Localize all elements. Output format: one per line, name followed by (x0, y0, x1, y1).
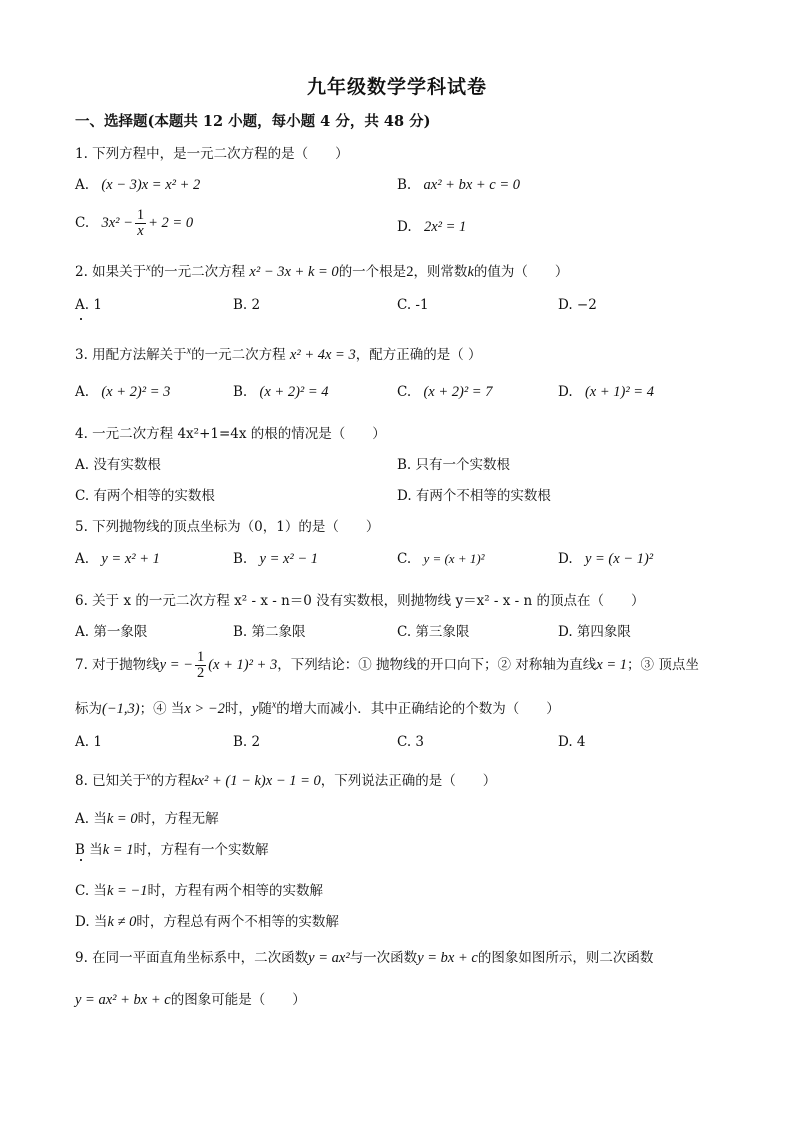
question-1-stem: 1. 下列方程中，是一元二次方程的是（ ） (75, 146, 349, 162)
stem-text: ；③ 顶点坐 (627, 657, 699, 674)
q8-option-a (75, 807, 219, 828)
option-math: (x + 2)² = 4 (259, 384, 329, 400)
q2-option-d: D. −2 (558, 297, 597, 313)
equation: (−1,3) (102, 701, 140, 717)
option-text: D. 当 (75, 914, 108, 930)
stem-text: 3. 用配方法解关于 (75, 347, 187, 363)
q1-option-b (397, 177, 520, 194)
question-2-stem (75, 260, 568, 281)
question-9-stem-line-2 (75, 988, 306, 1009)
q6-option-a: A. 第一象限 (75, 624, 148, 640)
q2-option-a: A. 1 (75, 297, 102, 313)
stem-text: 的图象如图所示，则二次函数 (477, 950, 654, 966)
option-text: 时，方程无解 (137, 811, 219, 827)
q7-option-b: B. 2 (233, 734, 261, 750)
equation: k = 1 (102, 842, 134, 858)
option-text: 时，方程总有两个不相等的实数解 (136, 914, 339, 930)
question-7-stem-line-1 (75, 650, 699, 681)
equation: y = ax² + bx + c (75, 992, 171, 1008)
equation: y = − (159, 657, 193, 674)
option-label: B. (233, 384, 248, 400)
stem-text: 随 (258, 701, 272, 717)
stem-text: 的增大而减小．其中正确结论的个数为（ ） (276, 701, 560, 717)
stem-text: 的一元二次方程 (150, 264, 246, 280)
q6-option-b: B. 第二象限 (233, 624, 306, 640)
q3-option-c (397, 384, 492, 401)
option-text: 时，方程有两个相等的实数解 (147, 883, 323, 899)
stem-text: 8. 已知关于 (75, 773, 147, 789)
fraction-numerator: 1 (196, 649, 205, 665)
q7-option-a: A. 1 (75, 734, 102, 750)
option-label: C. (75, 215, 90, 232)
equation: k = 0 (106, 811, 138, 827)
variable: x (146, 771, 151, 783)
q6-option-c: C. 第三象限 (397, 624, 470, 640)
option-label: C. (397, 384, 412, 400)
option-math: + 2 = 0 (148, 215, 194, 232)
q7-option-d: D. 4 (558, 734, 586, 750)
option-math: y = (x + 1)² (423, 551, 485, 566)
stem-text: ；④ 当 (139, 701, 185, 717)
option-label: B. (397, 177, 412, 193)
equation: k ≠ 0 (107, 914, 137, 930)
option-math: 3x² − (101, 215, 133, 232)
stem-text: ，配方正确的是（ ） (355, 347, 482, 363)
equation: k = −1 (106, 883, 148, 899)
option-label: D. (397, 219, 412, 235)
q5-option-c (397, 551, 485, 567)
fraction (195, 650, 206, 681)
option-text: A. 当 (75, 811, 107, 827)
q7-option-c: C. 3 (397, 734, 425, 750)
equation: y = bx + c (417, 950, 478, 966)
stray-mark (80, 318, 82, 320)
option-text: B 当 (75, 842, 103, 858)
option-math: 2x² = 1 (423, 219, 467, 235)
option-math: (x − 3)x = x² + 2 (101, 177, 201, 193)
q1-option-c (75, 208, 193, 239)
option-math: (x + 1)² = 4 (584, 384, 654, 400)
option-text: 时，方程有一个实数解 (133, 842, 269, 858)
variable: x (271, 699, 277, 711)
stem-text: 的方程 (150, 773, 192, 789)
question-4-stem: 4. 一元二次方程 4x²+1=4x 的根的情况是（ ） (75, 426, 386, 442)
question-6-stem: 6. 关于 x 的一元二次方程 x² - x - n＝0 没有实数根，则抛物线 y＝x² - x - n 的顶点在（ ） (75, 593, 645, 609)
option-label: C. (397, 551, 412, 567)
question-5-stem: 5. 下列抛物线的顶点坐标为（0，1）的是（ ） (75, 519, 380, 535)
option-math: ax² + bx + c = 0 (423, 177, 521, 193)
equation: y = ax² (308, 950, 350, 966)
stem-text: 2. 如果关于 (75, 264, 147, 280)
stem-text: 标为 (75, 701, 102, 717)
equation: x² + 4x = 3 (289, 347, 356, 363)
q3-option-b (233, 384, 329, 401)
stem-text: ，则常数 (413, 264, 468, 280)
q1-option-d (397, 219, 466, 236)
question-7-stem-line-2 (75, 697, 560, 718)
option-math: y = x² − 1 (259, 551, 319, 567)
option-label: A. (75, 384, 90, 400)
q4-option-b: B. 只有一个实数根 (397, 457, 511, 473)
q8-option-b (75, 838, 268, 859)
q6-option-d: D. 第四象限 (558, 624, 631, 640)
q5-option-d (558, 551, 653, 568)
stem-text: 的一个根是 (338, 264, 407, 280)
option-label: D. (558, 551, 573, 567)
q2-option-b: B. 2 (233, 297, 261, 313)
option-math: y = x² + 1 (101, 551, 160, 567)
stray-mark (80, 859, 82, 861)
variable: y (251, 701, 259, 717)
option-math: y = (x − 1)² (584, 551, 654, 567)
option-label: A. (75, 551, 90, 567)
q8-option-d (75, 910, 339, 931)
q5-option-a (75, 551, 160, 568)
q8-option-c (75, 879, 323, 900)
stem-text: ，下列结论：① 抛物线的开口向下；② 对称轴为直线 (277, 657, 597, 674)
stem-text: 与一次函数 (349, 950, 418, 966)
option-text: C. 当 (75, 883, 107, 899)
fraction-numerator: 1 (136, 207, 145, 223)
section-heading: 一、选择题(本题共 12 小题，每小题 4 分，共 48 分) (75, 113, 431, 130)
stem-text: ，下列说法正确的是（ ） (320, 773, 497, 789)
q4-option-c: C. 有两个相等的实数根 (75, 488, 215, 504)
question-9-stem-line-1 (75, 946, 653, 967)
option-math: (x + 2)² = 3 (101, 384, 171, 400)
variable: x (186, 345, 192, 357)
option-math: (x + 2)² = 7 (423, 384, 493, 400)
fraction (135, 208, 146, 239)
option-label: B. (233, 551, 248, 567)
variable: x (146, 262, 151, 274)
q3-option-a (75, 384, 170, 401)
q4-option-a: A. 没有实数根 (75, 457, 161, 473)
q2-option-c: C. -1 (397, 297, 429, 313)
option-label: A. (75, 177, 90, 193)
page-title: 九年级数学学科试卷 (306, 76, 487, 98)
stem-text: 的一元二次方程 (191, 347, 286, 363)
question-3-stem (75, 343, 482, 364)
stem-text: 的值为（ ） (473, 264, 569, 280)
stem-text: 9. 在同一平面直角坐标系中，二次函数 (75, 950, 309, 966)
q5-option-b (233, 551, 318, 568)
equation: (x + 1)² + 3 (208, 657, 278, 674)
value: 2 (406, 264, 414, 280)
q4-option-d: D. 有两个不相等的实数根 (397, 488, 551, 504)
fraction-denominator: 2 (196, 665, 205, 682)
equation: x² − 3x + k = 0 (249, 264, 339, 280)
equation: x = 1 (596, 657, 628, 674)
stem-text: 的图象可能是（ ） (170, 992, 306, 1008)
variable: k (467, 264, 474, 280)
stem-text: 时， (224, 701, 252, 717)
option-label: D. (558, 384, 573, 400)
q1-option-a (75, 177, 200, 194)
equation: x > −2 (184, 701, 225, 717)
fraction-denominator: x (137, 223, 144, 240)
stem-text: 7. 对于抛物线 (75, 657, 160, 674)
question-8-stem (75, 769, 496, 790)
q3-option-d (558, 384, 654, 401)
equation: kx² + (1 − k)x − 1 = 0 (191, 773, 321, 789)
